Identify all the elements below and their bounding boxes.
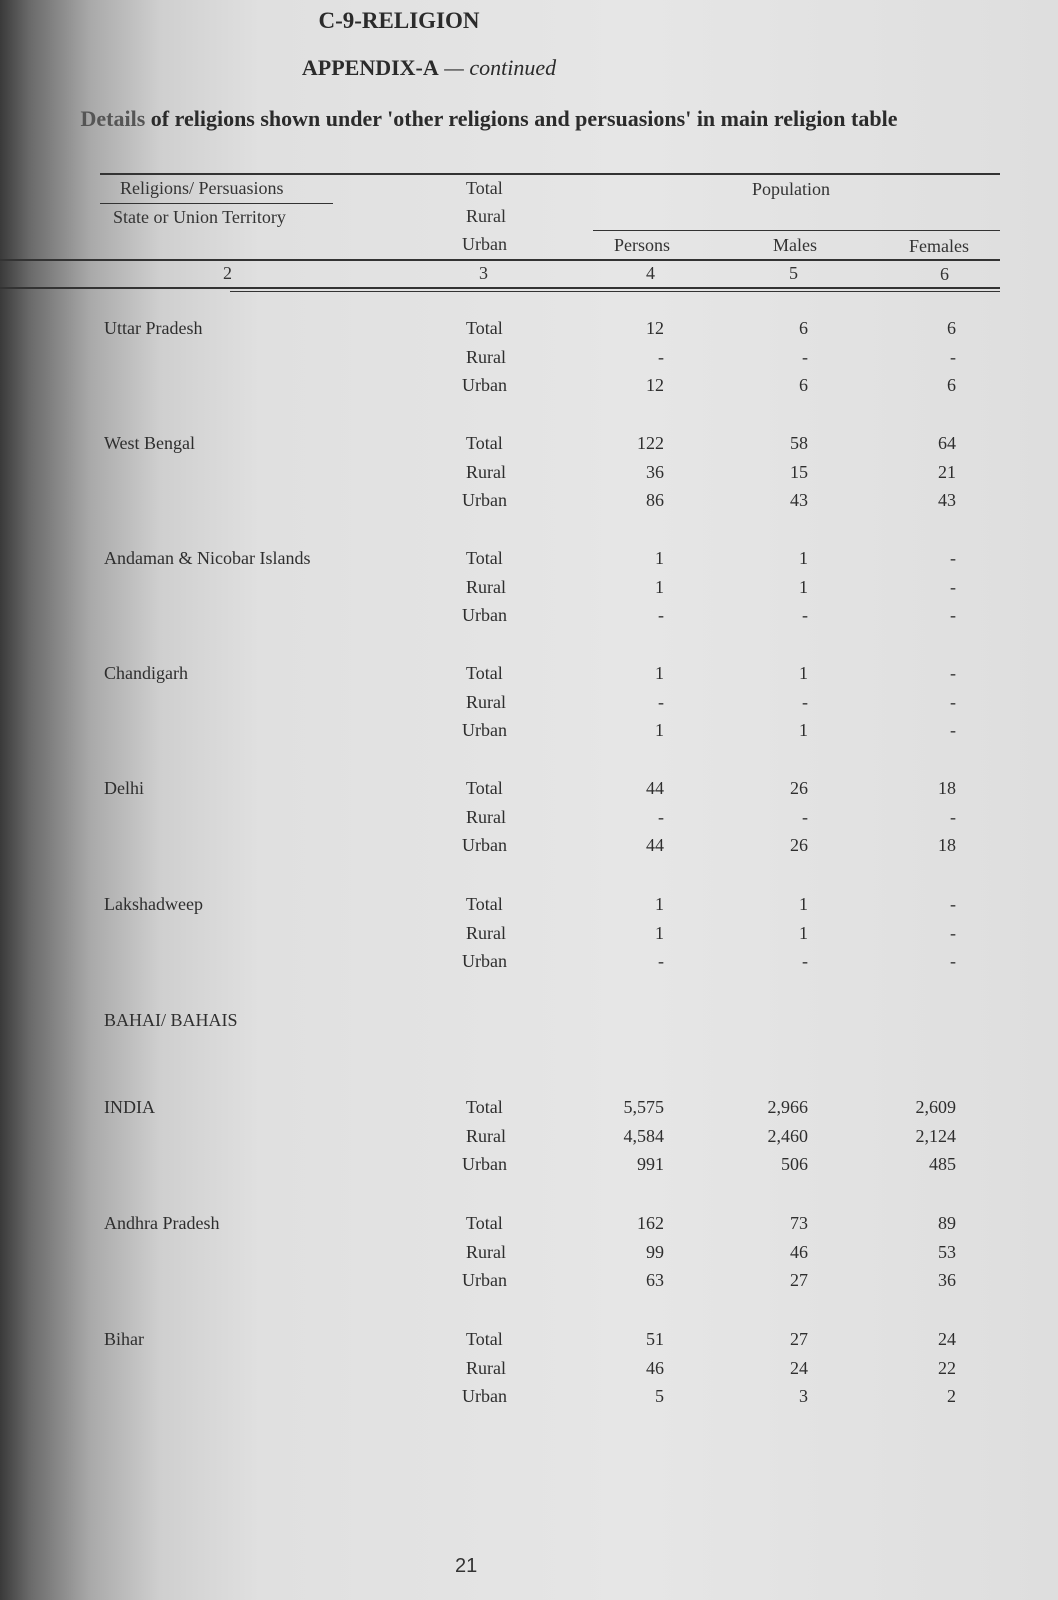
region-name: Uttar Pradesh (104, 318, 203, 338)
section-heading: BAHAI/ BAHAIS (104, 1010, 238, 1030)
trn-header-urban: Urban (462, 234, 507, 254)
females-value: 64 (938, 433, 956, 453)
males-value: 1 (799, 720, 808, 741)
females-value: 2,609 (915, 1097, 956, 1117)
males-value: - (802, 346, 808, 367)
row-type-label: Total (466, 1329, 503, 1349)
row-type-label: Total (466, 1097, 503, 1117)
males-value: 27 (790, 1329, 808, 1349)
males-value: - (802, 691, 808, 712)
region-name: INDIA (104, 1097, 155, 1117)
males-value: 43 (790, 490, 808, 511)
persons-value: - (658, 691, 664, 712)
females-value: 18 (938, 835, 956, 856)
persons-value: 44 (646, 835, 664, 856)
males-value: 26 (790, 835, 808, 856)
persons-value: - (658, 951, 664, 972)
religion-header: Religions/ Persuasions (120, 178, 284, 198)
numbers-bottom-rule (0, 287, 1000, 289)
males-value: 15 (790, 461, 808, 482)
females-value: 24 (938, 1329, 956, 1349)
top-rule (100, 173, 1000, 175)
males-value: 1 (799, 548, 808, 568)
males-value: 1 (799, 663, 808, 683)
population-header: Population (752, 179, 831, 199)
trn-header-rural: Rural (466, 206, 506, 226)
row-type-label: Rural (466, 922, 506, 943)
row-type-label: Total (466, 433, 503, 453)
row-type-label: Urban (462, 720, 507, 741)
females-value: 53 (938, 1241, 956, 1262)
page-title: C-9-RELIGION (318, 8, 480, 33)
males-value: 46 (790, 1241, 808, 1262)
persons-value: 1 (655, 663, 664, 683)
females-value: - (950, 951, 956, 972)
subtitle-text: of religions shown under 'other religions and persuasions' in main religion table (150, 106, 898, 131)
persons-value: 4,584 (623, 1125, 664, 1146)
row-type-label: Rural (466, 576, 506, 597)
males-value: 73 (790, 1213, 808, 1233)
persons-value: 122 (637, 433, 664, 453)
persons-value: - (658, 346, 664, 367)
females-value: 485 (929, 1154, 956, 1175)
region-name: West Bengal (104, 433, 196, 453)
females-value: 18 (938, 778, 956, 798)
row-type-label: Urban (462, 490, 507, 511)
females-value: - (950, 548, 956, 568)
persons-value: 1 (655, 894, 664, 914)
region-name: Bihar (104, 1329, 144, 1349)
persons-value: - (658, 605, 664, 626)
females-value: - (950, 691, 956, 712)
persons-value: 51 (646, 1329, 664, 1349)
row-type-label: Rural (466, 1357, 506, 1378)
row-type-label: Rural (466, 346, 506, 367)
row-type-label: Total (466, 1213, 503, 1233)
males-value: 6 (799, 318, 808, 338)
header-bottom-rule (0, 259, 1000, 261)
row-type-label: Rural (466, 461, 506, 482)
persons-value: 1 (655, 576, 664, 597)
persons-header: Persons (614, 235, 671, 255)
row-type-label: Urban (462, 375, 507, 396)
col-number-4: 4 (646, 263, 655, 283)
persons-value: 86 (646, 490, 664, 511)
row-type-label: Rural (466, 806, 506, 827)
males-value: 1 (799, 894, 808, 914)
persons-value: - (658, 806, 664, 827)
females-value: 89 (938, 1213, 956, 1233)
region-name: Andhra Pradesh (104, 1213, 220, 1233)
persons-value: 12 (646, 318, 664, 338)
females-value: 2,124 (915, 1125, 956, 1146)
numbers-bottom-rule-2 (230, 291, 1000, 292)
persons-value: 991 (637, 1154, 664, 1175)
males-value: 27 (790, 1270, 808, 1291)
females-value: - (950, 922, 956, 943)
males-value: - (802, 605, 808, 626)
females-value: - (950, 605, 956, 626)
persons-value: 99 (646, 1241, 664, 1262)
appendix-label: APPENDIX-A (301, 55, 439, 80)
row-type-label: Total (466, 548, 503, 568)
males-value: 2,966 (767, 1097, 808, 1117)
males-value: 1 (799, 576, 808, 597)
males-value: 24 (790, 1357, 808, 1378)
males-value: 6 (799, 375, 808, 396)
males-value: 506 (781, 1154, 808, 1175)
males-value: - (802, 951, 808, 972)
row-type-label: Urban (462, 1270, 507, 1291)
females-value: 36 (938, 1270, 956, 1291)
males-value: 3 (799, 1386, 808, 1407)
page-number: 21 (455, 1555, 478, 1577)
males-header: Males (773, 235, 817, 255)
persons-value: 5,575 (623, 1097, 664, 1117)
row-type-label: Total (466, 778, 503, 798)
females-value: - (950, 806, 956, 827)
females-value: - (950, 720, 956, 741)
females-value: - (950, 663, 956, 683)
region-name: Andaman & Nicobar Islands (104, 548, 311, 568)
table-subtitle (0, 106, 1018, 132)
row-type-label: Urban (462, 1154, 507, 1175)
row-type-label: Total (466, 894, 503, 914)
females-value: - (950, 346, 956, 367)
males-value: 58 (790, 433, 808, 453)
region-name: Chandigarh (104, 663, 188, 683)
row-type-label: Urban (462, 835, 507, 856)
females-value: 43 (938, 490, 956, 511)
females-value: 22 (938, 1357, 956, 1378)
population-underline (593, 230, 1000, 231)
col-number-3: 3 (479, 263, 488, 283)
females-value: - (950, 894, 956, 914)
region-name: Lakshadweep (104, 894, 203, 914)
region-name: Delhi (104, 778, 144, 798)
persons-value: 1 (655, 720, 664, 741)
persons-value: 5 (655, 1386, 664, 1407)
row-type-label: Urban (462, 951, 507, 972)
females-value: 6 (947, 318, 956, 338)
row-type-label: Total (466, 663, 503, 683)
col-number-2: 2 (223, 263, 232, 283)
persons-value: 63 (646, 1270, 664, 1291)
row-type-label: Urban (462, 1386, 507, 1407)
females-header: Females (909, 236, 969, 256)
trn-header-total: Total (466, 178, 503, 198)
row-type-label: Rural (466, 1241, 506, 1262)
persons-value: 36 (646, 461, 664, 482)
persons-value: 44 (646, 778, 664, 798)
males-value: - (802, 806, 808, 827)
females-value: - (950, 576, 956, 597)
males-value: 26 (790, 778, 808, 798)
females-value: 6 (947, 375, 956, 396)
females-value: 21 (938, 461, 956, 482)
persons-value: 1 (655, 922, 664, 943)
females-value: 2 (947, 1386, 956, 1407)
persons-value: 162 (637, 1213, 664, 1233)
row-type-label: Total (466, 318, 503, 338)
persons-value: 12 (646, 375, 664, 396)
state-header: State or Union Territory (113, 207, 286, 227)
persons-value: 46 (646, 1357, 664, 1378)
col-number-6: 6 (940, 264, 949, 284)
appendix-suffix: — continued (438, 55, 557, 80)
males-value: 2,460 (767, 1125, 808, 1146)
row-type-label: Rural (466, 1125, 506, 1146)
row-type-label: Urban (462, 605, 507, 626)
subtitle-prefix: Details (80, 106, 146, 131)
males-value: 1 (799, 922, 808, 943)
row-type-label: Rural (466, 691, 506, 712)
appendix-title (0, 55, 958, 81)
persons-value: 1 (655, 548, 664, 568)
religion-underline (100, 203, 333, 204)
col-number-5: 5 (789, 263, 798, 283)
